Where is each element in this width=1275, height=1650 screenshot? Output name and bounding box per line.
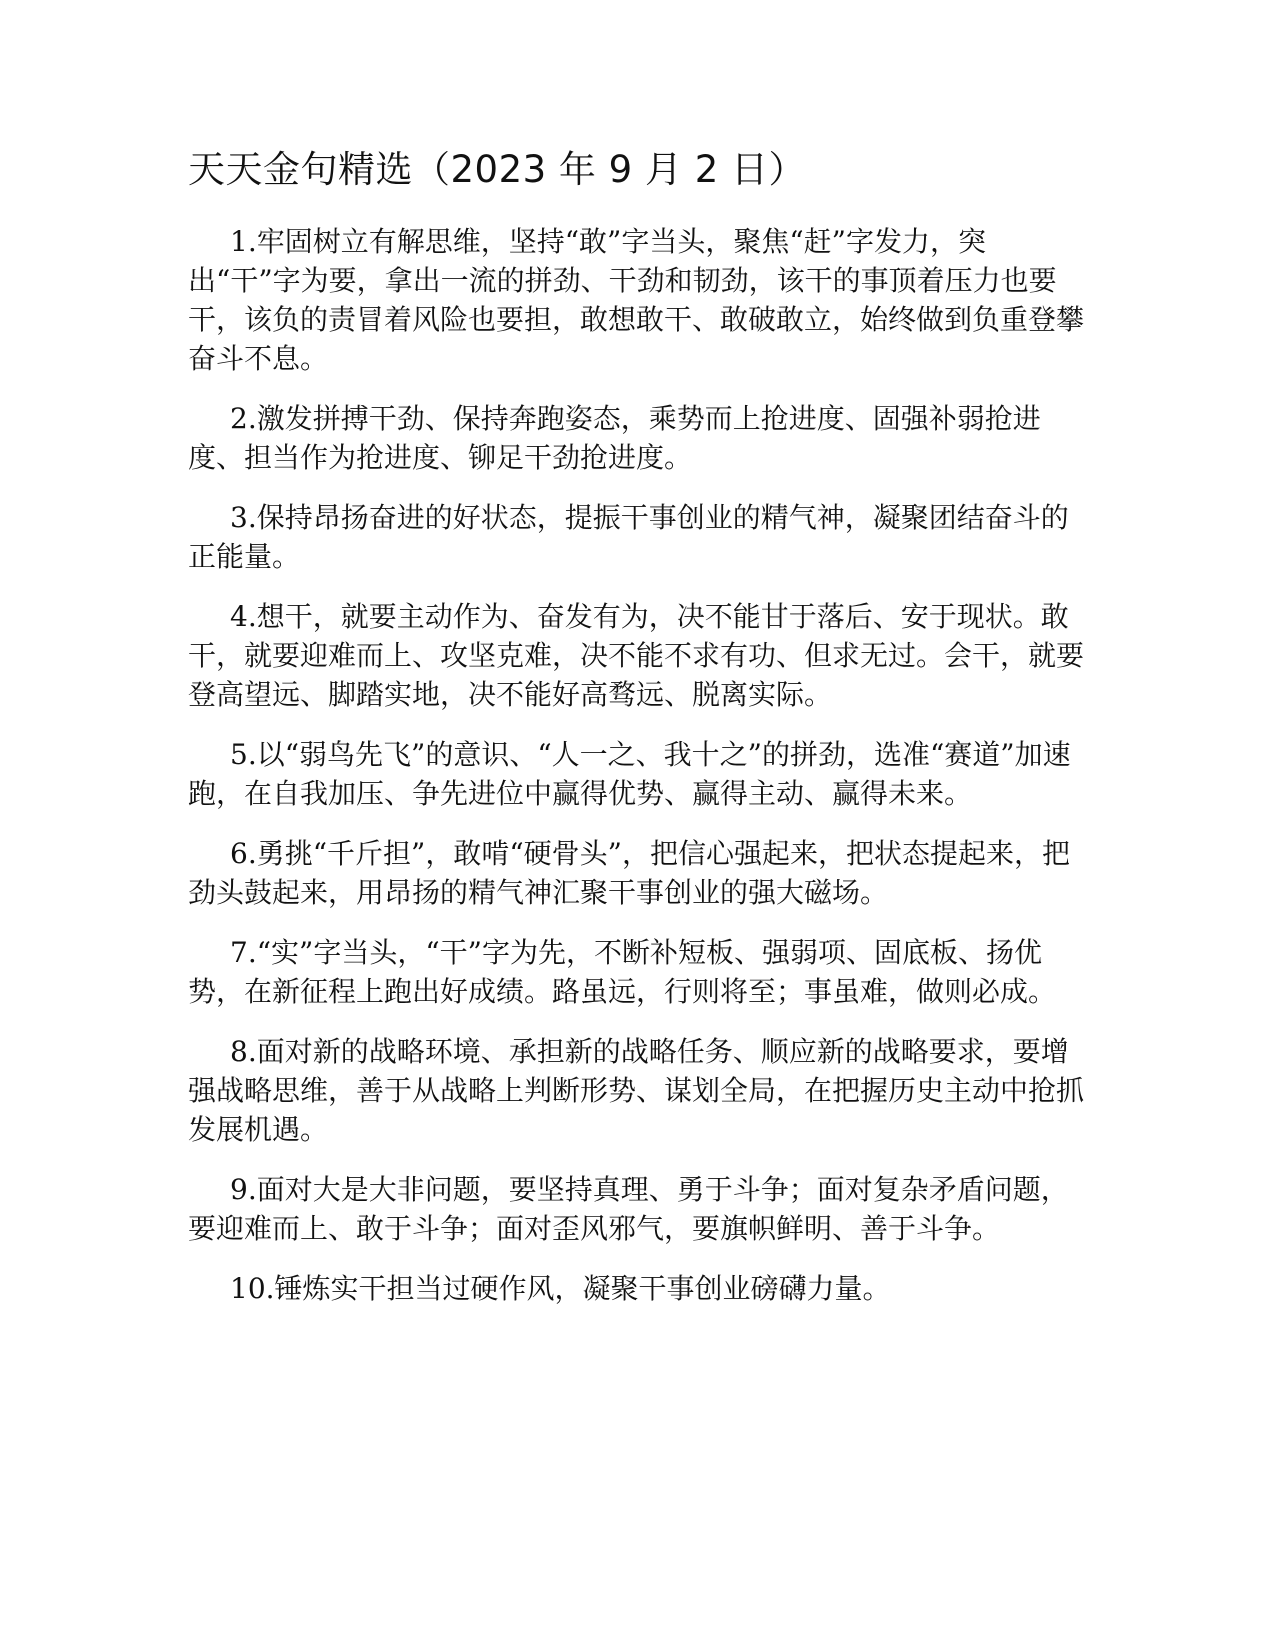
document-page <box>188 148 1088 1329</box>
quote-paragraph-10: 10.锤炼实干担当过硬作风，凝聚干事创业磅礴力量。 <box>230 1272 891 1306</box>
quote-paragraph-3: 3.保持昂扬奋进的好状态，提振干事创业的精气神，凝聚团结奋斗的正能量。 <box>188 501 1069 574</box>
quote-paragraph-4: 4.想干，就要主动作为、奋发有为，决不能甘于落后、安于现状。敢干，就要迎难而上、攻坚克难，决不能不求有功、但求无过。会干，就要登高望远、脚踏实地，决不能好高骛远、脱离实际。 <box>188 600 1085 712</box>
quote-paragraph-6: 6.勇挑“千斤担”，敢啃“硬骨头”，把信心强起来，把状态提起来，把劲头鼓起来，用昂扬的精气神汇聚干事创业的强大磁场。 <box>188 837 1070 910</box>
quote-paragraph-1: 1.牢固树立有解思维，坚持“敢”字当头，聚焦“赶”字发力，突出“干”字为要，拿出一流的拼劲、干劲和韧劲，该干的事顶着压力也要干，该负的责冒着风险也要担，敢想敢干、敢破敢立，始终做到负重登攀奋斗不息。 <box>188 225 1085 376</box>
quote-paragraph-5: 5.以“弱鸟先飞”的意识、“人一之、我十之”的拼劲，选准“赛道”加速跑，在自我加压、争先进位中赢得优势、赢得主动、赢得未来。 <box>188 738 1071 811</box>
quote-paragraph-8: 8.面对新的战略环境、承担新的战略任务、顺应新的战略要求，要增强战略思维，善于从战略上判断形势、谋划全局，在把握历史主动中抢抓发展机遇。 <box>188 1035 1085 1147</box>
quote-paragraph-2: 2.激发拼搏干劲、保持奔跑姿态，乘势而上抢进度、固强补弱抢进度、担当作为抢进度、铆足干劲抢进度。 <box>188 402 1041 475</box>
quote-paragraph-7: 7.“实”字当头，“干”字为先，不断补短板、强弱项、固底板、扬优势，在新征程上跑出好成绩。路虽远，行则将至；事虽难，做则必成。 <box>188 936 1057 1009</box>
quote-paragraph-9: 9.面对大是大非问题，要坚持真理、勇于斗争；面对复杂矛盾问题，要迎难而上、敢于斗争；面对歪风邪气，要旗帜鲜明、善于斗争。 <box>188 1173 1069 1246</box>
document-title: 天天金句精选（2023 年 9 月 2 日） <box>188 148 807 191</box>
